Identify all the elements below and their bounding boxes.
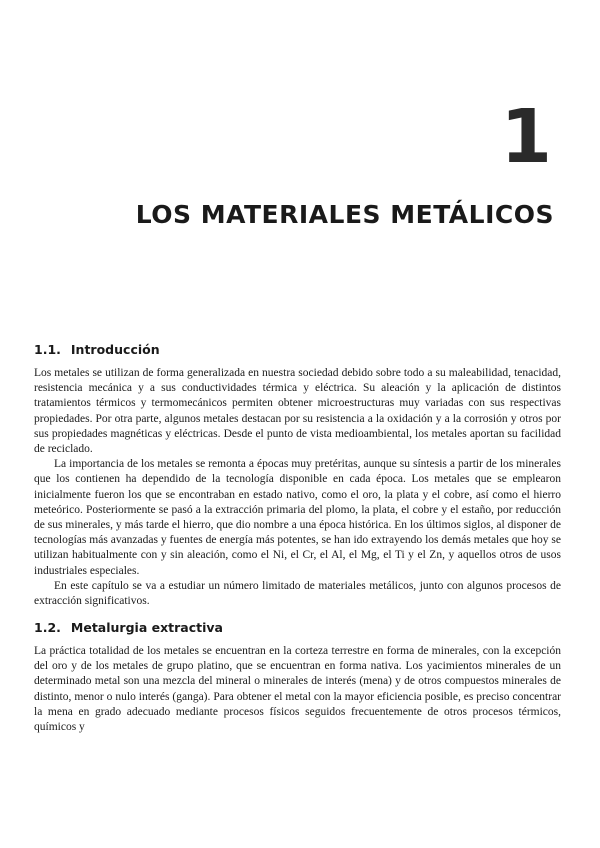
paragraph: Los metales se utilizan de forma generalizada en nuestra sociedad debido sobre todo a su maleabilidad, tenacidad, resistencia mecánica y a sus conductividades térmica y eléctrica. Su aleación y la aplicación de distintos tratamientos térmicos y termomecánicos permiten obtener microestructuras muy variadas con sus respectivas propiedades. Por otra parte, algunos metales destacan por su resistencia a la oxidación y a la corrosión y otros por sus propiedades magnéticas y eléctricas. Desde el punto de vista medioambiental, los metales aportan su facilidad de reciclado. bbox=[34, 367, 561, 456]
section-body-introduccion bbox=[34, 366, 561, 609]
chapter-title: LOS MATERIALES METÁLICOS bbox=[135, 200, 554, 229]
section-heading-metalurgia-extractiva bbox=[34, 620, 223, 635]
paragraph: En este capítulo se va a estudiar un número limitado de materiales metálicos, junto con algunos procesos de extracción significativos. bbox=[34, 579, 561, 608]
section-number: 1.2. bbox=[34, 620, 61, 635]
section-title: Introducción bbox=[70, 342, 160, 357]
section-body-metalurgia-extractiva bbox=[34, 644, 561, 735]
section-number: 1.1. bbox=[34, 342, 61, 357]
section-title: Metalurgia extractiva bbox=[70, 620, 223, 635]
paragraph: La importancia de los metales se remonta a épocas muy pretéritas, aunque su síntesis a partir de los minerales que los contienen ha dependido de la tecnología disponible en cada época. Los metales que se emplearon inicialmente fueron los que se encontraban en estado nativo, como el oro, la plata y el cobre, así como el hierro meteórico. Posteriormente se pasó a la extracción primaria del plomo, la plata, el cobre y el estaño, por reducción de sus minerales, y más tarde el hierro, que dio nombre a una época histórica. En los últimos siglos, al disponer de tecnologías más avanzadas y fuentes de energía más potentes, se han ido extrayendo los demás metales que hoy se utilizan habitualmente con y sin aleación, como el Ni, el Cr, el Al, el Mg, el Ti y el Zn, y aquellos otros de usos industriales especiales. bbox=[34, 458, 561, 577]
chapter-number: 1 bbox=[500, 94, 552, 180]
section-heading-introduccion bbox=[34, 342, 160, 357]
paragraph: La práctica totalidad de los metales se encuentran en la corteza terrestre en forma de minerales, con la excepción del oro y de los metales de grupo platino, que se encuentran en forma nativa. Los yacimientos minerales de un determinado metal son una mezcla del mineral o minerales de interés (mena) y de otros compuestos minerales de distinto, menor o nulo interés (ganga). Para obtener el metal con la mayor eficiencia posible, es preciso concentrar la mena en grado adecuado mediante procesos físicos seguidos frecuentemente de otros procesos térmicos, químicos y bbox=[34, 645, 561, 734]
